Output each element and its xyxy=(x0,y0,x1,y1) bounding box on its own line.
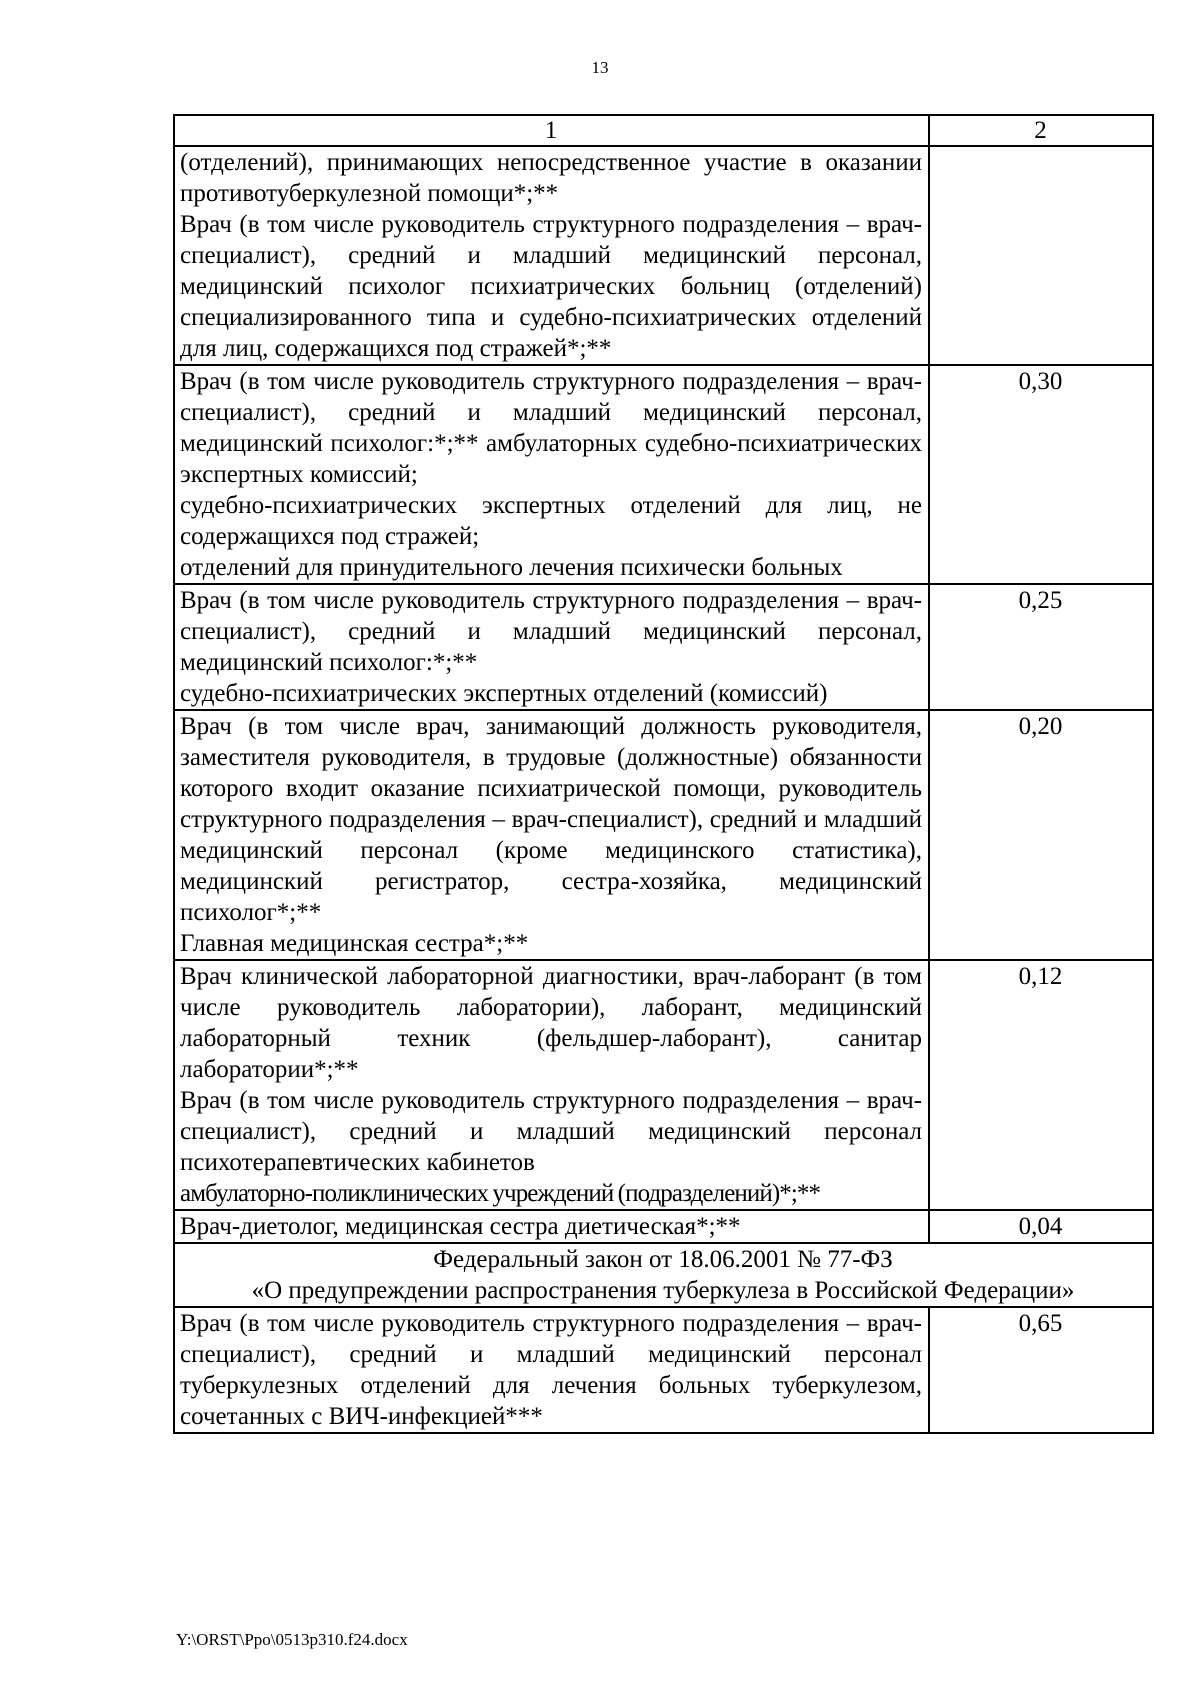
table-row xyxy=(174,710,1153,960)
coefficient-value: 0,20 xyxy=(929,710,1153,960)
footer-file-path: Y:\ORST\Ppo\0513p310.f24.docx xyxy=(176,1630,408,1649)
coefficient-value: 0,04 xyxy=(929,1210,1153,1243)
position-description xyxy=(174,1307,929,1433)
coefficient-value: 0,65 xyxy=(929,1307,1153,1433)
paragraph: судебно-психиатрических экспертных отделений для лиц, не содержащихся под стражей; xyxy=(180,492,922,550)
coefficients-table xyxy=(173,114,1154,1434)
coefficient-value: 0,12 xyxy=(929,960,1153,1210)
table-row xyxy=(174,1307,1153,1433)
paragraph: Врач клинической лабораторной диагностики, врач-лаборант (в том числе руководитель лаборатории), лаборант, медицинский лабораторный техник (фельдшер-лаборант), санитар лаборатории*;** xyxy=(180,963,922,1083)
section-header-line: «О предупреждении распространения туберкулеза в Российской Федерации» xyxy=(251,1277,1075,1304)
paragraph: Врач-диетолог, медицинская сестра диетическая*;** xyxy=(180,1213,741,1240)
paragraph: Врач (в том числе руководитель структурного подразделения – врач-специалист), средний и младший медицинский персонал туберкулезных отделений для лечения больных туберкулезом, сочетанных с ВИЧ-инфекцией*** xyxy=(180,1310,922,1430)
paragraph: судебно-психиатрических экспертных отделений (комиссий) xyxy=(180,680,828,707)
position-description xyxy=(174,1210,929,1243)
paragraph: отделений для принудительного лечения психически больных xyxy=(180,554,843,581)
paragraph: (отделений), принимающих непосредственное участие в оказании противотуберкулезной помощи*;** xyxy=(180,149,922,207)
paragraph: Врач (в том числе руководитель структурного подразделения – врач-специалист), средний и младший медицинский персонал, медицинский психолог психиатрических больниц (отделений) специализированного типа и судебно-психиатрических отделений для лиц, содержащихся под стражей*;** xyxy=(180,211,922,362)
coefficient-value xyxy=(929,146,1153,365)
position-description xyxy=(174,710,929,960)
table-row xyxy=(174,146,1153,365)
position-description xyxy=(174,584,929,710)
section-header-line: Федеральный закон от 18.06.2001 № 77-ФЗ xyxy=(433,1246,893,1273)
paragraph: Врач (в том числе врач, занимающий должность руководителя, заместителя руководителя, в трудовые (должностные) обязанности которого входит оказание психиатрической помощи, руководитель структурного подразделения – врач-специалист), средний и младший медицинский персонал (кроме медицинского статистика), медицинский регистратор, сестра-хозяйка, медицинский психолог*;** xyxy=(180,713,922,926)
table-row xyxy=(174,1210,1153,1243)
paragraph: Врач (в том числе руководитель структурного подразделения – врач-специалист), средний и младший медицинский персонал психотерапевтических кабинетов xyxy=(180,1087,922,1176)
page-number: 13 xyxy=(591,58,609,77)
table-row xyxy=(174,584,1153,710)
paragraph: амбулаторно-поликлинических учреждений (подразделений)*;** xyxy=(180,1180,821,1207)
table-header-row xyxy=(174,115,1153,146)
paragraph: Врач (в том числе руководитель структурного подразделения – врач-специалист), средний и младший медицинский персонал, медицинский психолог:*;** амбулаторных судебно-психиатрических экспертных комиссий; xyxy=(180,368,922,488)
position-description xyxy=(174,146,929,365)
position-description xyxy=(174,365,929,584)
section-header xyxy=(174,1243,1153,1307)
section-header-row xyxy=(174,1243,1153,1307)
column-header-2: 2 xyxy=(929,115,1153,146)
coefficient-value: 0,25 xyxy=(929,584,1153,710)
table-row xyxy=(174,960,1153,1210)
paragraph: Главная медицинская сестра*;** xyxy=(180,930,529,957)
column-header-1: 1 xyxy=(174,115,929,146)
table-row xyxy=(174,365,1153,584)
coefficient-value: 0,30 xyxy=(929,365,1153,584)
paragraph: Врач (в том числе руководитель структурного подразделения – врач-специалист), средний и младший медицинский персонал, медицинский психолог:*;** xyxy=(180,587,922,676)
position-description xyxy=(174,960,929,1210)
